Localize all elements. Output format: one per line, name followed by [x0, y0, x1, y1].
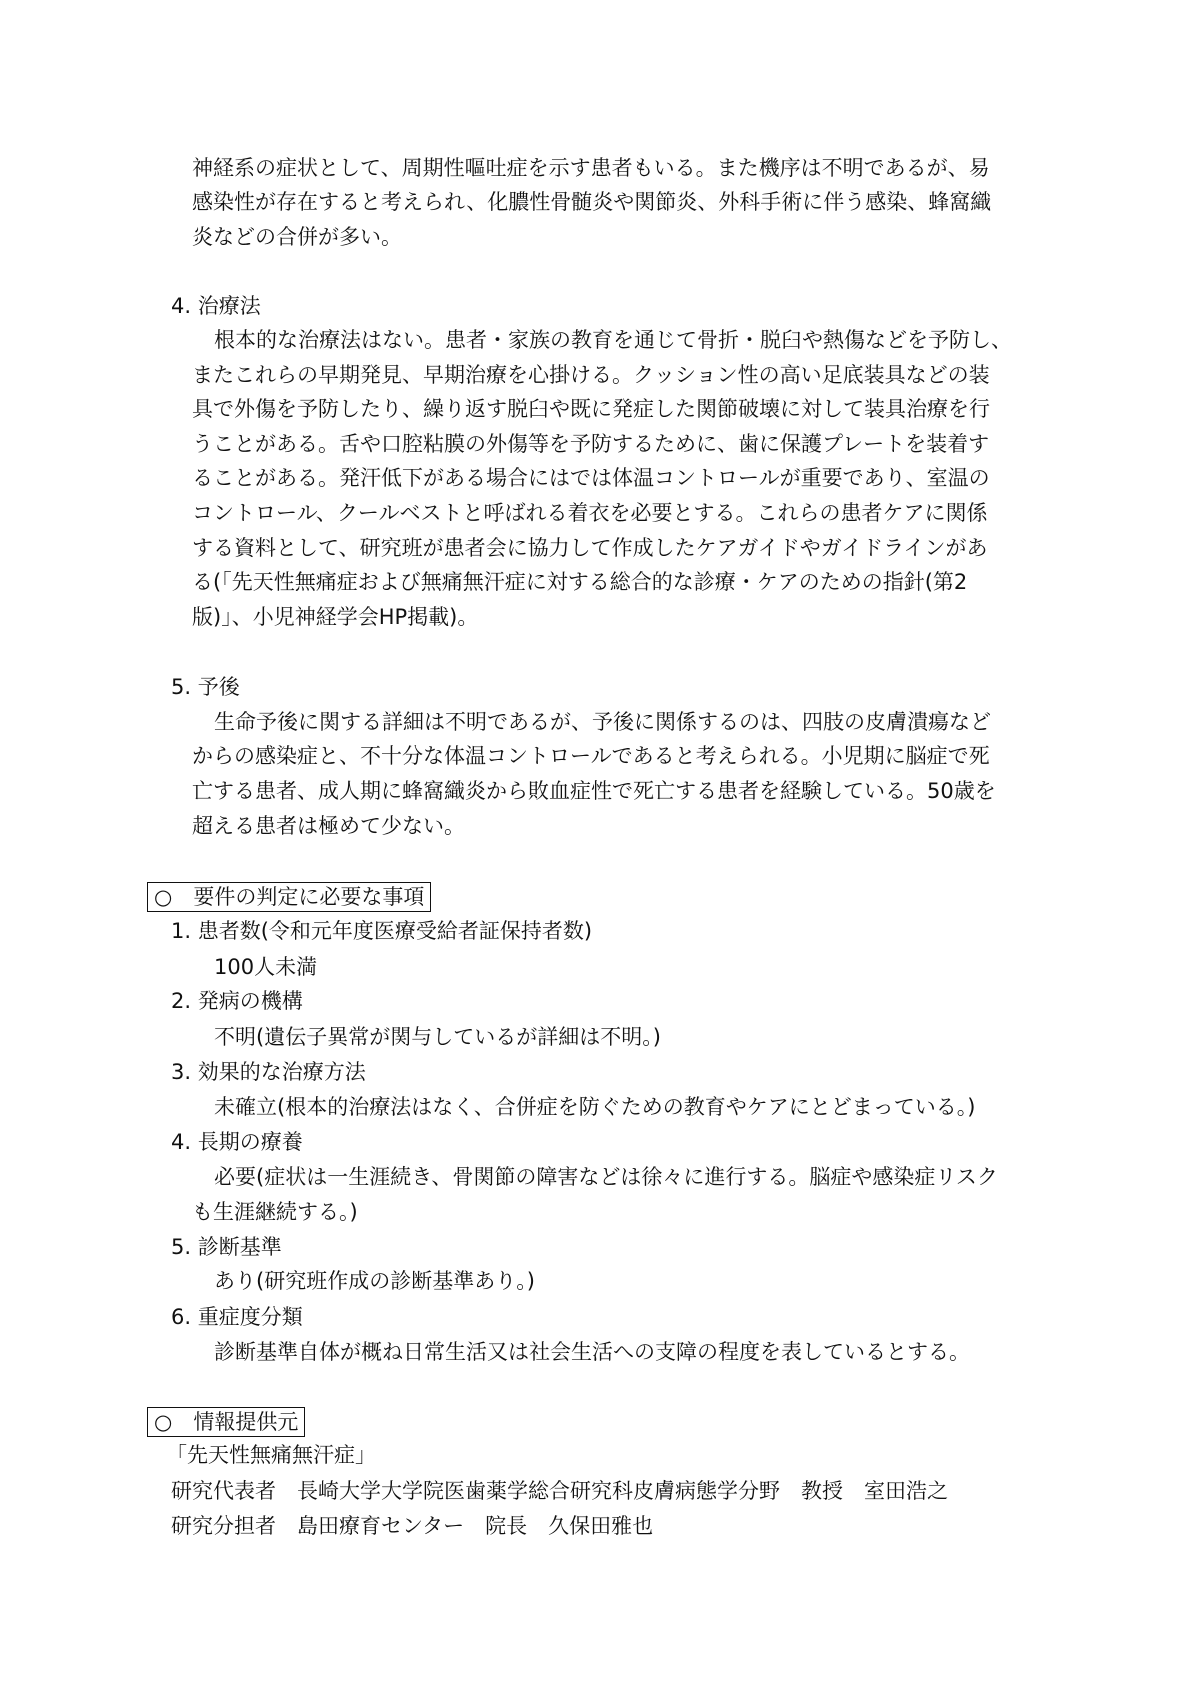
requirement-value: 診断基準自体が概ね日常生活又は社会生活への支障の程度を表しているとする。 [214, 1340, 970, 1364]
paragraph-line: 神経系の症状として、周期性嘔吐症を示す患者もいる。また機序は不明であるが、易 [192, 156, 990, 180]
requirement-label: 2. 発病の機構 [171, 989, 303, 1013]
paragraph-line: 具で外傷を予防したり、繰り返す脱臼や既に発症した関節破壊に対して装具治療を行 [192, 397, 990, 421]
requirement-label: 5. 診断基準 [171, 1235, 282, 1259]
paragraph-line: 炎などの合併が多い。 [192, 225, 402, 249]
paragraph-line: 根本的な治療法はない。患者・家族の教育を通じて骨折・脱臼や熱傷などを予防し、 [214, 328, 1012, 352]
paragraph-line: うことがある。舌や口腔粘膜の外傷等を予防するために、歯に保護プレートを装着す [192, 432, 990, 456]
requirement-value: も生涯継続する。) [192, 1200, 358, 1224]
paragraph-line: する資料として、研究班が患者会に協力して作成したケアガイドやガイドラインがあ [192, 536, 988, 560]
paragraph-line: 感染性が存在すると考えられ、化膿性骨髄炎や関節炎、外科手術に伴う感染、蜂窩織 [192, 190, 992, 214]
disease-name: 「先天性無痛無汗症」 [166, 1443, 376, 1467]
section-heading: 4. 治療法 [171, 294, 261, 318]
requirement-label: 3. 効果的な治療方法 [171, 1060, 366, 1084]
paragraph-line: 超える患者は極めて少ない。 [192, 814, 465, 838]
paragraph-line: ることがある。発汗低下がある場合にはでは体温コントロールが重要であり、室温の [192, 466, 990, 490]
researcher-line: 研究分担者 島田療育センター 院長 久保田雅也 [171, 1514, 654, 1538]
paragraph-line: る(「先天性無痛症および無痛無汗症に対する総合的な診療・ケアのための指針(第2 [192, 570, 968, 594]
requirement-value: 100人未満 [214, 955, 318, 979]
requirement-label: 1. 患者数(令和元年度医療受給者証保持者数) [171, 919, 593, 943]
requirements-heading-box: ○ 要件の判定に必要な事項 [147, 882, 431, 912]
paragraph-line: またこれらの早期発見、早期治療を心掛ける。クッション性の高い足底装具などの装 [192, 363, 990, 387]
requirement-value: 必要(症状は一生涯続き、骨関節の障害などは徐々に進行する。脳症や感染症リスク [214, 1165, 998, 1189]
requirement-value: あり(研究班作成の診断基準あり。) [214, 1269, 535, 1293]
paragraph-line: からの感染症と、不十分な体温コントロールであると考えられる。小児期に脳症で死 [192, 744, 990, 768]
requirement-value: 不明(遺伝子異常が関与しているが詳細は不明。) [214, 1025, 661, 1049]
section-heading: 5. 予後 [171, 675, 240, 699]
requirement-label: 4. 長期の療養 [171, 1130, 303, 1154]
researcher-line: 研究代表者 長崎大学大学院医歯薬学総合研究科皮膚病態学分野 教授 室田浩之 [171, 1479, 948, 1503]
paragraph-line: 亡する患者、成人期に蜂窩織炎から敗血症性で死亡する患者を経験している。50歳を [192, 779, 996, 803]
requirement-value: 未確立(根本的治療法はなく、合併症を防ぐための教育やケアにとどまっている。) [214, 1095, 976, 1119]
paragraph-line: 生命予後に関する詳細は不明であるが、予後に関係するのは、四肢の皮膚潰瘍など [214, 710, 991, 734]
paragraph-line: 版)」、小児神経学会HP掲載)。 [192, 605, 479, 629]
paragraph-line: コントロール、クールベストと呼ばれる着衣を必要とする。これらの患者ケアに関係 [192, 501, 988, 525]
requirement-label: 6. 重症度分類 [171, 1305, 303, 1329]
info-source-heading-box: ○ 情報提供元 [147, 1407, 305, 1437]
